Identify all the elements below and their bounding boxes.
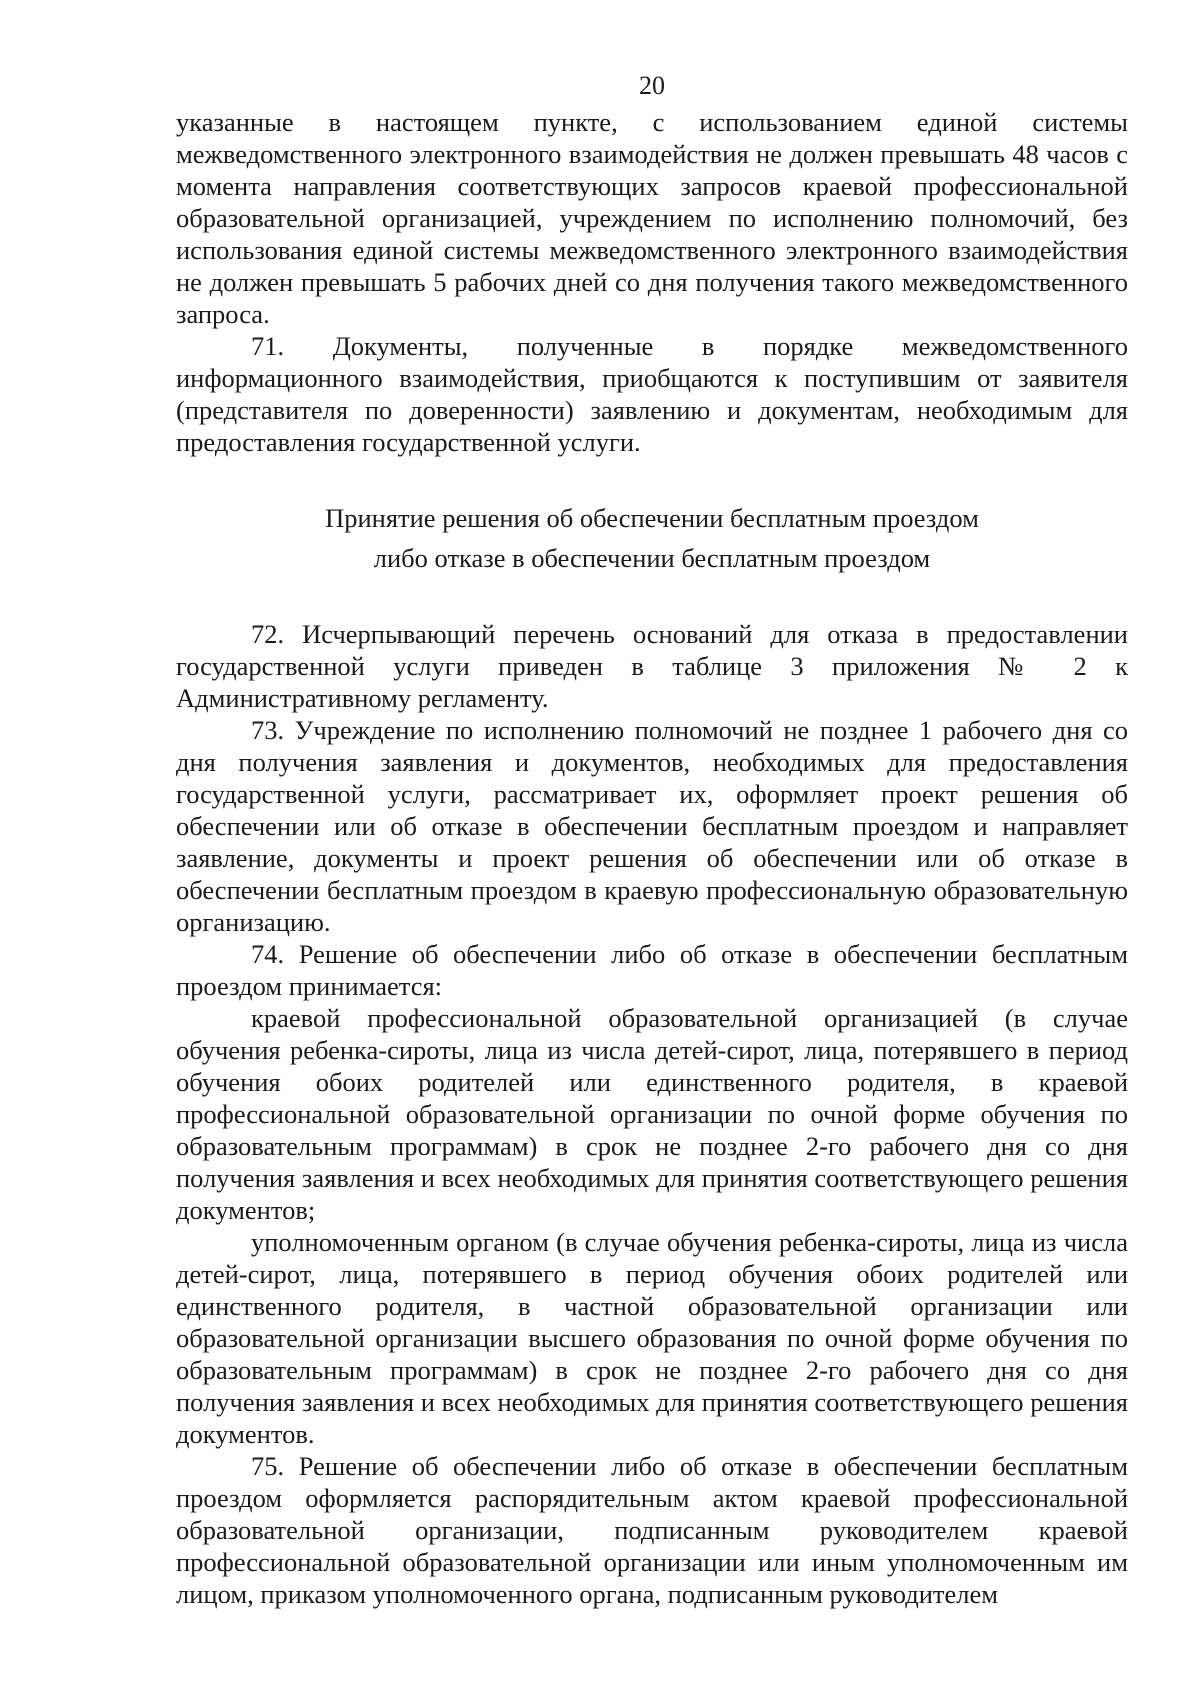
- paragraph-continuation: указанные в настоящем пункте, с использованием единой системы межведомственного электронного взаимодействия не должен превышать 48 часов с момента направления соответствующих запросов краевой профессиональной образовательной организацией, учреждением по исполнению полномочий, без использования единой системы межведомственного электронного взаимодействия не должен превышать 5 рабочих дней со дня получения такого межведомственного запроса.: [176, 107, 1128, 329]
- paragraph-74-regional-org: краевой профессиональной образовательной организацией (в случае обучения ребенка-сироты, лица из числа детей-сирот, лица, потерявшего в период обучения обоих родителей или единственного родителя, в краевой профессиональной образовательной организации по очной форме обучения по образовательным программам) в срок не позднее 2-го рабочего дня со дня получения заявления и всех необходимых для принятия соответствующего решения документов;: [176, 1003, 1128, 1225]
- section-heading: [176, 498, 1128, 578]
- document-page: [176, 70, 1128, 1610]
- paragraph-74: 74. Решение об обеспечении либо об отказе в обеспечении бесплатным проездом принимается:: [176, 939, 1128, 1001]
- paragraph-71: 71. Документы, полученные в порядке межведомственного информационного взаимодействия, приобщаются к поступившим от заявителя (представителя по доверенности) заявлению и документам, необходимым для предоставления государственной услуги.: [176, 331, 1128, 457]
- section-heading-line-1: Принятие решения об обеспечении бесплатным проездом: [325, 503, 979, 533]
- paragraph-74-authorized-body: уполномоченным органом (в случае обучения ребенка-сироты, лица из числа детей-сирот, лица, потерявшего в период обучения обоих родителей или единственного родителя, в частной образовательной организации или образовательной организации высшего образования по очной форме обучения по образовательным программам) в срок не позднее 2-го рабочего дня со дня получения заявления и всех необходимых для принятия соответствующего решения документов.: [176, 1227, 1128, 1449]
- section-heading-line-2: либо отказе в обеспечении бесплатным проездом: [373, 543, 931, 573]
- paragraph-72: 72. Исчерпывающий перечень оснований для отказа в предоставлении государственной услуги приведен в таблице 3 приложения № 2 к Административному регламенту.: [176, 619, 1128, 713]
- paragraph-75: 75. Решение об обеспечении либо об отказе в обеспечении бесплатным проездом оформляется распорядительным актом краевой профессиональной образовательной организации, подписанным руководителем краевой профессиональной образовательной организации или иным уполномоченным им лицом, приказом уполномоченного органа, подписанным руководителем: [176, 1451, 1128, 1609]
- page-number: 20: [639, 71, 665, 100]
- paragraph-73: 73. Учреждение по исполнению полномочий не позднее 1 рабочего дня со дня получения заявления и документов, необходимых для предоставления государственной услуги, рассматривает их, оформляет проект решения об обеспечении или об отказе в обеспечении бесплатным проездом и направляет заявление, документы и проект решения об обеспечении или об отказе в обеспечении бесплатным проездом в краевую профессиональную образовательную организацию.: [176, 715, 1128, 937]
